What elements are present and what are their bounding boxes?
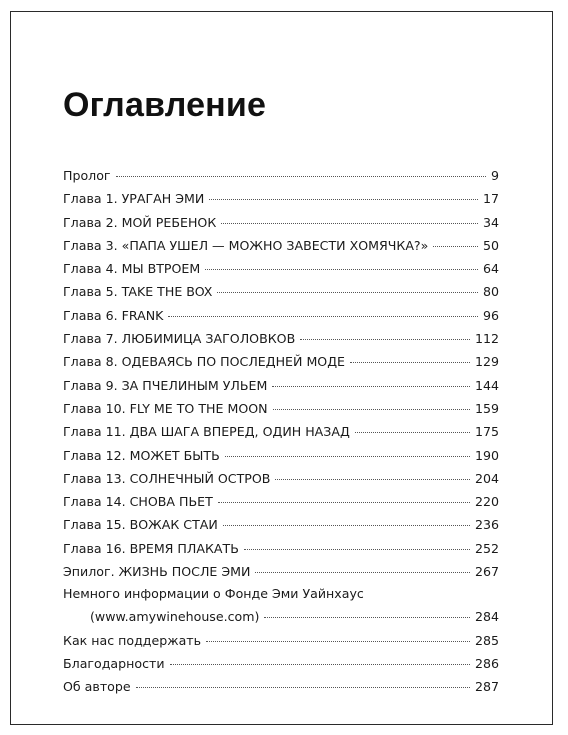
- toc-entry[interactable]: [63, 675, 499, 698]
- toc-entry-page: 220: [474, 494, 499, 510]
- toc-entry-page: 204: [474, 470, 499, 486]
- dot-leader: [209, 199, 478, 200]
- toc-entry-title: Глава 8. ОДЕВАЯСЬ ПО ПОСЛЕДНЕЙ МОДЕ: [63, 354, 346, 370]
- toc-entry-title: Глава 9. ЗА ПЧЕЛИНЫМ УЛЬЕМ: [63, 377, 268, 393]
- toc-entry-title: Глава 16. ВРЕМЯ ПЛАКАТЬ: [63, 540, 239, 556]
- dot-leader: [264, 617, 470, 618]
- toc-entry[interactable]: [63, 490, 499, 513]
- toc-entry[interactable]: [63, 280, 499, 303]
- toc-entry-title: Глава 13. СОЛНЕЧНЫЙ ОСТРОВ: [63, 470, 271, 486]
- toc-entry[interactable]: [63, 652, 499, 675]
- toc-entry-page: 159: [474, 400, 499, 416]
- toc-entry-title: Глава 6. FRANK: [63, 307, 164, 323]
- toc-entry-title: Эпилог. ЖИЗНЬ ПОСЛЕ ЭМИ: [63, 564, 251, 580]
- toc-entry[interactable]: [63, 187, 499, 210]
- dot-leader: [225, 456, 470, 457]
- toc-entry[interactable]: [63, 560, 499, 583]
- toc-entry[interactable]: [63, 420, 499, 443]
- dot-leader: [206, 641, 470, 642]
- dot-leader: [116, 176, 486, 177]
- toc-entry-title: Как нас поддержать: [63, 632, 202, 648]
- dot-leader: [355, 432, 470, 433]
- toc-entry-title-line1: Немного информации о Фонде Эми Уайнхаус: [63, 586, 364, 602]
- toc-entry-title: Глава 5. TAKE THE BOX: [63, 284, 213, 300]
- toc-entry-page: 252: [474, 540, 499, 556]
- toc-entry-page: 64: [482, 261, 499, 277]
- toc-entry-foundation[interactable]: [63, 583, 499, 628]
- dot-leader: [244, 549, 470, 550]
- toc-entry-title: Благодарности: [63, 655, 165, 671]
- toc-entry-title: Глава 3. «ПАПА УШЕЛ — МОЖНО ЗАВЕСТИ ХОМЯЧКА?»: [63, 237, 429, 253]
- toc-entry[interactable]: [63, 467, 499, 490]
- dot-leader: [136, 687, 470, 688]
- toc-entry-title: Глава 4. МЫ ВТРОЕМ: [63, 261, 201, 277]
- dot-leader: [275, 479, 470, 480]
- dot-leader: [217, 292, 478, 293]
- toc-entry[interactable]: [63, 537, 499, 560]
- toc-entry-title: Глава 10. FLY ME TO THE MOON: [63, 400, 268, 416]
- toc-entry-title: Глава 15. ВОЖАК СТАИ: [63, 517, 218, 533]
- toc-entry-page: 112: [474, 331, 499, 347]
- toc-entry-title: Глава 1. УРАГАН ЭМИ: [63, 191, 205, 207]
- dot-leader: [433, 246, 478, 247]
- toc-entry[interactable]: [63, 304, 499, 327]
- dot-leader: [218, 502, 470, 503]
- toc-entry-page: 129: [474, 354, 499, 370]
- dot-leader: [223, 525, 470, 526]
- toc-entry[interactable]: [63, 444, 499, 467]
- toc-entry-page: 267: [474, 564, 499, 580]
- toc-entry-page: 144: [474, 377, 499, 393]
- toc-entry-page: 96: [482, 307, 499, 323]
- table-of-contents: [63, 164, 499, 699]
- toc-entry[interactable]: [63, 397, 499, 420]
- toc-entry-title: Глава 12. МОЖЕТ БЫТЬ: [63, 447, 220, 463]
- toc-entry[interactable]: [63, 257, 499, 280]
- toc-entry[interactable]: [63, 513, 499, 536]
- toc-main-list: [63, 164, 499, 583]
- toc-entry-title: Глава 7. ЛЮБИМИЦА ЗАГОЛОВКОВ: [63, 331, 296, 347]
- dot-leader: [272, 386, 470, 387]
- dot-leader: [168, 316, 478, 317]
- toc-entry-title: Пролог: [63, 168, 111, 183]
- toc-entry[interactable]: [63, 327, 499, 350]
- toc-entry[interactable]: [63, 234, 499, 257]
- dot-leader: [350, 362, 470, 363]
- toc-entry-title: Глава 11. ДВА ШАГА ВПЕРЕД, ОДИН НАЗАД: [63, 424, 350, 440]
- dot-leader: [255, 572, 470, 573]
- toc-tail-list: [63, 629, 499, 699]
- toc-entry-page: 80: [482, 284, 499, 300]
- page-title: Оглавление: [63, 86, 267, 124]
- dot-leader: [273, 409, 470, 410]
- toc-entry[interactable]: [63, 164, 499, 187]
- toc-entry-title-line2: (www.amywinehouse.com): [90, 609, 260, 625]
- toc-entry-page: 175: [474, 424, 499, 440]
- toc-entry[interactable]: [63, 629, 499, 652]
- toc-entry-page: 285: [474, 632, 499, 648]
- toc-entry-page: 17: [482, 191, 499, 207]
- toc-entry-page: 34: [482, 214, 499, 230]
- dot-leader: [170, 664, 470, 665]
- toc-entry[interactable]: [63, 211, 499, 234]
- toc-entry[interactable]: [63, 350, 499, 373]
- toc-entry-page: 9: [490, 168, 499, 183]
- toc-entry-page: 236: [474, 517, 499, 533]
- toc-entry-page: 190: [474, 447, 499, 463]
- toc-entry-page: 50: [482, 237, 499, 253]
- toc-entry-page: 284: [474, 609, 499, 625]
- dot-leader: [300, 339, 470, 340]
- toc-entry-page: 286: [474, 655, 499, 671]
- dot-leader: [205, 269, 478, 270]
- toc-entry[interactable]: [63, 374, 499, 397]
- toc-entry-title: Глава 2. МОЙ РЕБЕНОК: [63, 214, 217, 230]
- toc-entry-row: [63, 605, 499, 628]
- book-page: [10, 11, 553, 725]
- toc-entry-title: Глава 14. СНОВА ПЬЕТ: [63, 494, 213, 510]
- toc-entry-page: 287: [474, 679, 499, 695]
- toc-entry-title: Об авторе: [63, 679, 131, 695]
- dot-leader: [221, 223, 478, 224]
